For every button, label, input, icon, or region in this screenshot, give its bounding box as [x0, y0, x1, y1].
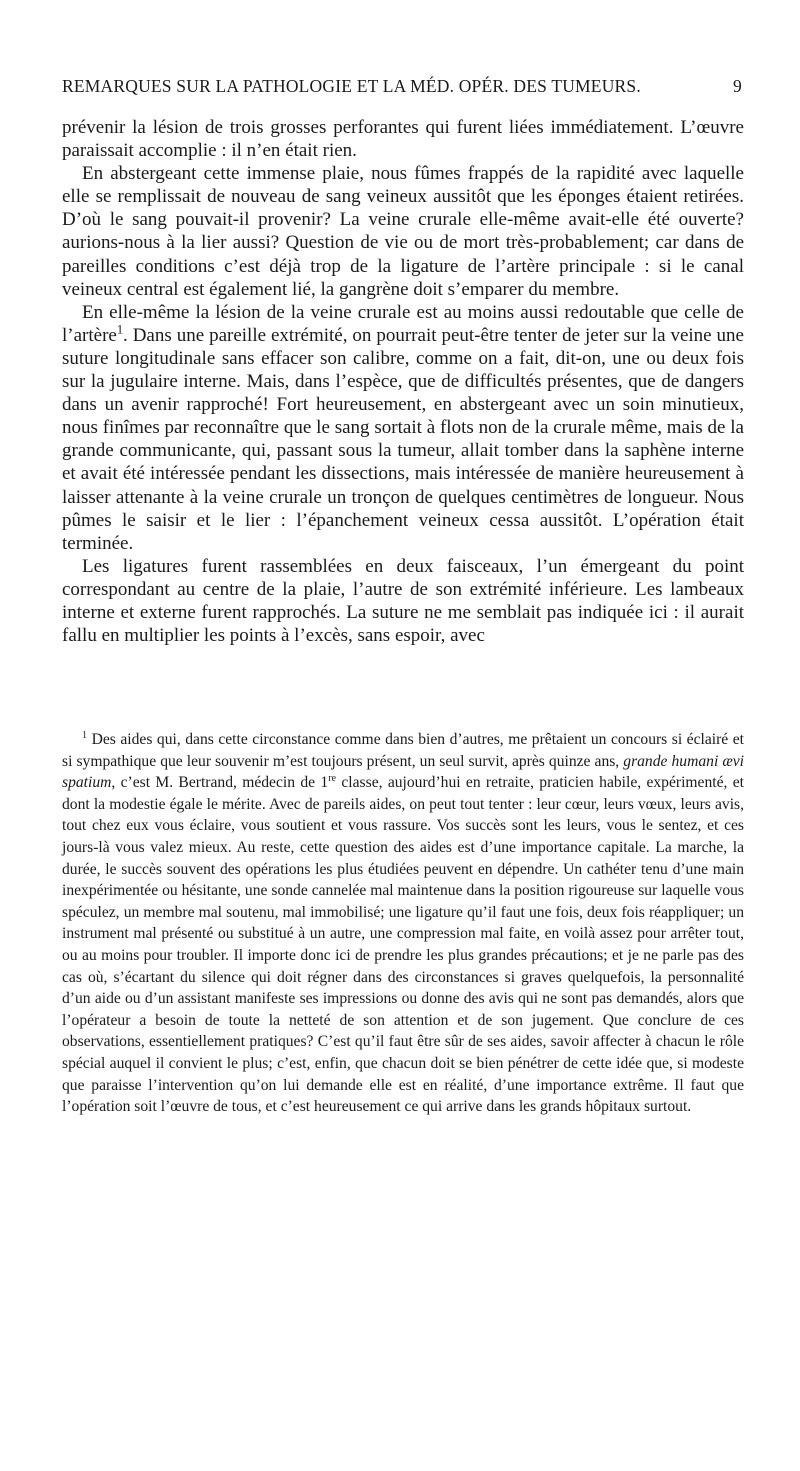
paragraph-3: [62, 301, 744, 555]
running-title: REMARQUES SUR LA PATHOLOGIE ET LA MÉD. OPÉR. DES TUMEURS.: [62, 76, 641, 96]
footnote-text-middle: , c’est M. Bertrand, médecin de 1: [111, 774, 329, 792]
main-text: [62, 116, 744, 647]
footnote-latin-quote: grande humani ævi spatium: [62, 752, 744, 792]
running-header: [62, 76, 742, 97]
paragraph-continuation: prévenir la lésion de trois grosses perforantes qui furent liées immédiatement. L’œuvre paraissait accomplie : il n’en était rien.: [62, 117, 744, 162]
paragraph-2: En abstergeant cette immense plaie, nous fûmes frappés de la rapidité avec laquelle elle se remplissait de nouveau de sang veineux aussitôt que les éponges étaient retirées. D’où le sang pouvait-il provenir? La veine crurale elle-même avait-elle été ouverte? aurions-nous à la lier aussi? Question de vie ou de mort très-probablement; car dans de pareilles conditions c’est déjà trop de la ligature de l’artère principale : si le canal veineux central est également lié, la gangrène doit s’emparer du membre.: [62, 163, 744, 300]
page-number: 9: [733, 76, 742, 96]
footnote-1: [62, 729, 744, 1118]
paragraph-3-start: En elle-même la lésion de la veine crurale est au moins aussi redoutable que celle de l’artère: [62, 301, 744, 346]
footnote-reference: 1: [116, 322, 124, 337]
paragraph-3-rest: . Dans une pareille extrémité, on pourrait peut-être tenter de jeter sur la veine une suture longitudinale sans effacer son calibre, comme on a fait, dit-on, une ou deux fois sur la jugulaire interne. Mais, dans l’espèce, que de difficultés présentes, que de dangers dans un avenir rapproché! Fort heureusement, en abstergeant avec un soin minutieux, nous finîmes par reconnaître que le sang sortait à flots non de la crurale même, mais de la grande communicante, qui, passant sous la tumeur, allait tomber dans la saphène interne et avait été intéressée pendant les dissections, mais intéressée de manière heureusement à laisser attenante à la veine crurale un tronçon de quelques centimètres de longueur. Nous pûmes le saisir et le lier : l’épanchement veineux cessa aussitôt. L’opération était terminée.: [62, 324, 744, 554]
footnote-marker: 1: [82, 729, 88, 741]
footnote-text-rest: classe, aujourd’hui en retraite, praticien habile, expérimenté, et dont la modestie égale le mérite. Avec de pareils aides, on peut tout tenter : leur cœur, leurs vœux, leurs avis, tout chez eux vous éclaire, vous soutient et vous rassure. Vos succès sont les leurs, vous le sentez, et ces jours-là vous valez mieux. Au reste, cette question des aides est d’une importance capitale. La marche, la durée, le succès souvent des opérations les plus étudiées peuvent en dépendre. Un cathéter tenu d’une main inexpérimentée ou hésitante, une sonde cannelée mal maintenue dans la position rigoureuse sur laquelle vous spéculez, un membre mal soutenu, mal immobilisé; une ligature qu’il faut une fois, deux fois réappliquer; un instrument mal présenté ou substitué à un autre, une compression mal faite, en voilà assez pour arrêter tout, ou au moins pour troubler. Il importe donc ici de prendre les plus grandes précautions; et je ne parle pas des cas où, s’écartant du silence qui doit régner dans des circonstances si graves quelquefois, la personnalité d’un aide ou d’un assistant manifeste ses impressions ou donne des avis qui ne sont pas demandés, alors que l’opérateur a besoin de toute la netteté de son attention et de son jugement. Que conclure de ces observations, essentiellement pratiques? C’est qu’il faut être sûr de ses aides, savoir affecter à chacun le rôle spécial auquel il convient le plus; c’est, enfin, que chacun doit se bien pénétrer de cette idée que, si modeste que paraisse l’intervention qu’on lui demande elle est en réalité, d’une importance extrême. Il faut que l’opération soit l’œuvre de tous, et c’est heureusement ce qui arrive dans les grands hôpitaux surtout.: [62, 774, 744, 1116]
footnote-class-suffix: re: [328, 773, 337, 784]
paragraph-4: Les ligatures furent rassemblées en deux faisceaux, l’un émergeant du point correspondant au centre de la plaie, l’autre de son extrémité inférieure. Les lambeaux interne et externe furent rapprochés. La suture ne me semblait pas indiquée ici : il aurait fallu en multiplier les points à l’excès, sans espoir, avec: [62, 555, 744, 647]
footnote-text-start: Des aides qui, dans cette circonstance comme dans bien d’autres, me prêtaient un concours si éclairé et si sympathique que leur souvenir m’est toujours présent, un seul survit, après quinze ans,: [62, 731, 744, 770]
footnotes: [62, 729, 744, 1118]
